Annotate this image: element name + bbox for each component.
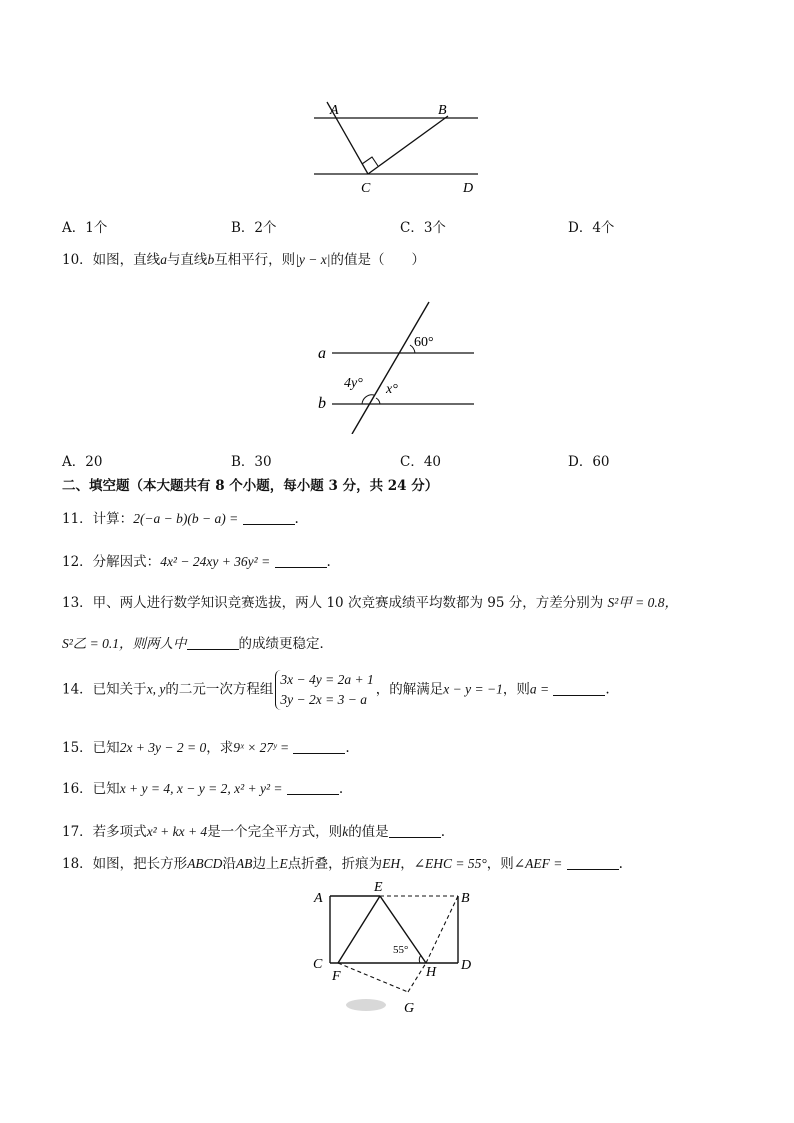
q9-option-a: A．1个 bbox=[62, 220, 108, 236]
figure-parallel-lines-right-angle bbox=[310, 96, 485, 200]
figure-rectangle-fold bbox=[308, 880, 488, 1016]
q10-option-d: D．60 bbox=[568, 454, 610, 470]
question-18: 18．如图，把长方形ABCD沿AB边上E点折叠，折痕为EH，∠EHC = 55°，则∠AEF = . bbox=[62, 856, 623, 872]
fig1-label-c: C bbox=[361, 181, 371, 196]
fig1-label-a: A bbox=[330, 103, 339, 118]
question-13-line-2: S²乙 = 0.1，则两人中 的成绩更稳定． bbox=[62, 636, 334, 652]
fig3-label-b: B bbox=[461, 891, 470, 906]
q18-answer-blank[interactable] bbox=[567, 857, 619, 870]
fig3-label-f: F bbox=[332, 969, 341, 984]
q9-option-c: C．3个 bbox=[400, 220, 446, 236]
question-16: 16．已知x + y = 4, x − y = 2, x² + y² = . bbox=[62, 781, 344, 797]
fig1-label-d: D bbox=[463, 181, 474, 196]
fig3-label-e: E bbox=[374, 880, 383, 895]
q12-answer-blank[interactable] bbox=[275, 555, 327, 568]
question-11: 11．计算：2(−a − b)(b − a) = . bbox=[62, 511, 299, 527]
q10-option-a: A．20 bbox=[62, 454, 103, 470]
fig1-label-b: B bbox=[438, 103, 447, 118]
fig3-label-h: H bbox=[426, 965, 437, 980]
question-12: 12．分解因式：4x² − 24xy + 36y² = . bbox=[62, 554, 331, 570]
fig3-label-d: D bbox=[461, 958, 472, 973]
fig3-label-a: A bbox=[314, 891, 323, 906]
q16-answer-blank[interactable] bbox=[287, 782, 339, 795]
q17-answer-blank[interactable] bbox=[389, 825, 441, 838]
q15-answer-blank[interactable] bbox=[293, 741, 345, 754]
fig3-label-g: G bbox=[404, 1001, 415, 1016]
q9-option-b: B．2个 bbox=[231, 220, 277, 236]
q13-answer-blank[interactable] bbox=[187, 637, 239, 650]
q9-option-d: D．4个 bbox=[568, 220, 615, 236]
question-17: 17．若多项式x² + kx + 4是一个完全平方式，则k的值是 . bbox=[62, 824, 445, 840]
question-10: 10．如图，直线a与直线b互相平行，则|y − x|的值是（ ） bbox=[62, 252, 425, 268]
fig3-label-c: C bbox=[313, 957, 323, 972]
fig2-label-a: a bbox=[318, 345, 326, 362]
equation-system: 3x − 4y = 2a + 1 3y − 2x = 3 − a bbox=[275, 670, 373, 710]
q10-option-b: B．30 bbox=[231, 454, 272, 470]
q14-answer-blank[interactable] bbox=[553, 683, 605, 696]
fig2-angle-4y: 4y° bbox=[344, 376, 363, 391]
fig2-angle-60: 60° bbox=[414, 335, 434, 350]
fig2-angle-x: x° bbox=[386, 382, 398, 397]
q10-option-c: C．40 bbox=[400, 454, 442, 470]
section-2-heading: 二、填空题（本大题共有 8 个小题，每小题 3 分，共 24 分） bbox=[62, 478, 439, 494]
question-15: 15．已知2x + 3y − 2 = 0，求9ˣ × 27ʸ = . bbox=[62, 740, 350, 756]
question-13-line-1: 13．甲、两人进行数学知识竞赛选拔，两人 10 次竞赛成绩平均数都为 95 分，方差分别为 S²甲 = 0.8， bbox=[62, 595, 679, 611]
fig3-angle-55: 55° bbox=[393, 944, 409, 956]
figure-parallel-transversal bbox=[312, 298, 482, 434]
fig2-label-b: b bbox=[318, 395, 326, 412]
question-14: 14．已知关于x, y的二元一次方程组3x − 4y = 2a + 1 3y − 2x = 3 − a，的解满足x − y = −1，则a = . bbox=[62, 670, 610, 710]
q11-answer-blank[interactable] bbox=[243, 512, 295, 525]
